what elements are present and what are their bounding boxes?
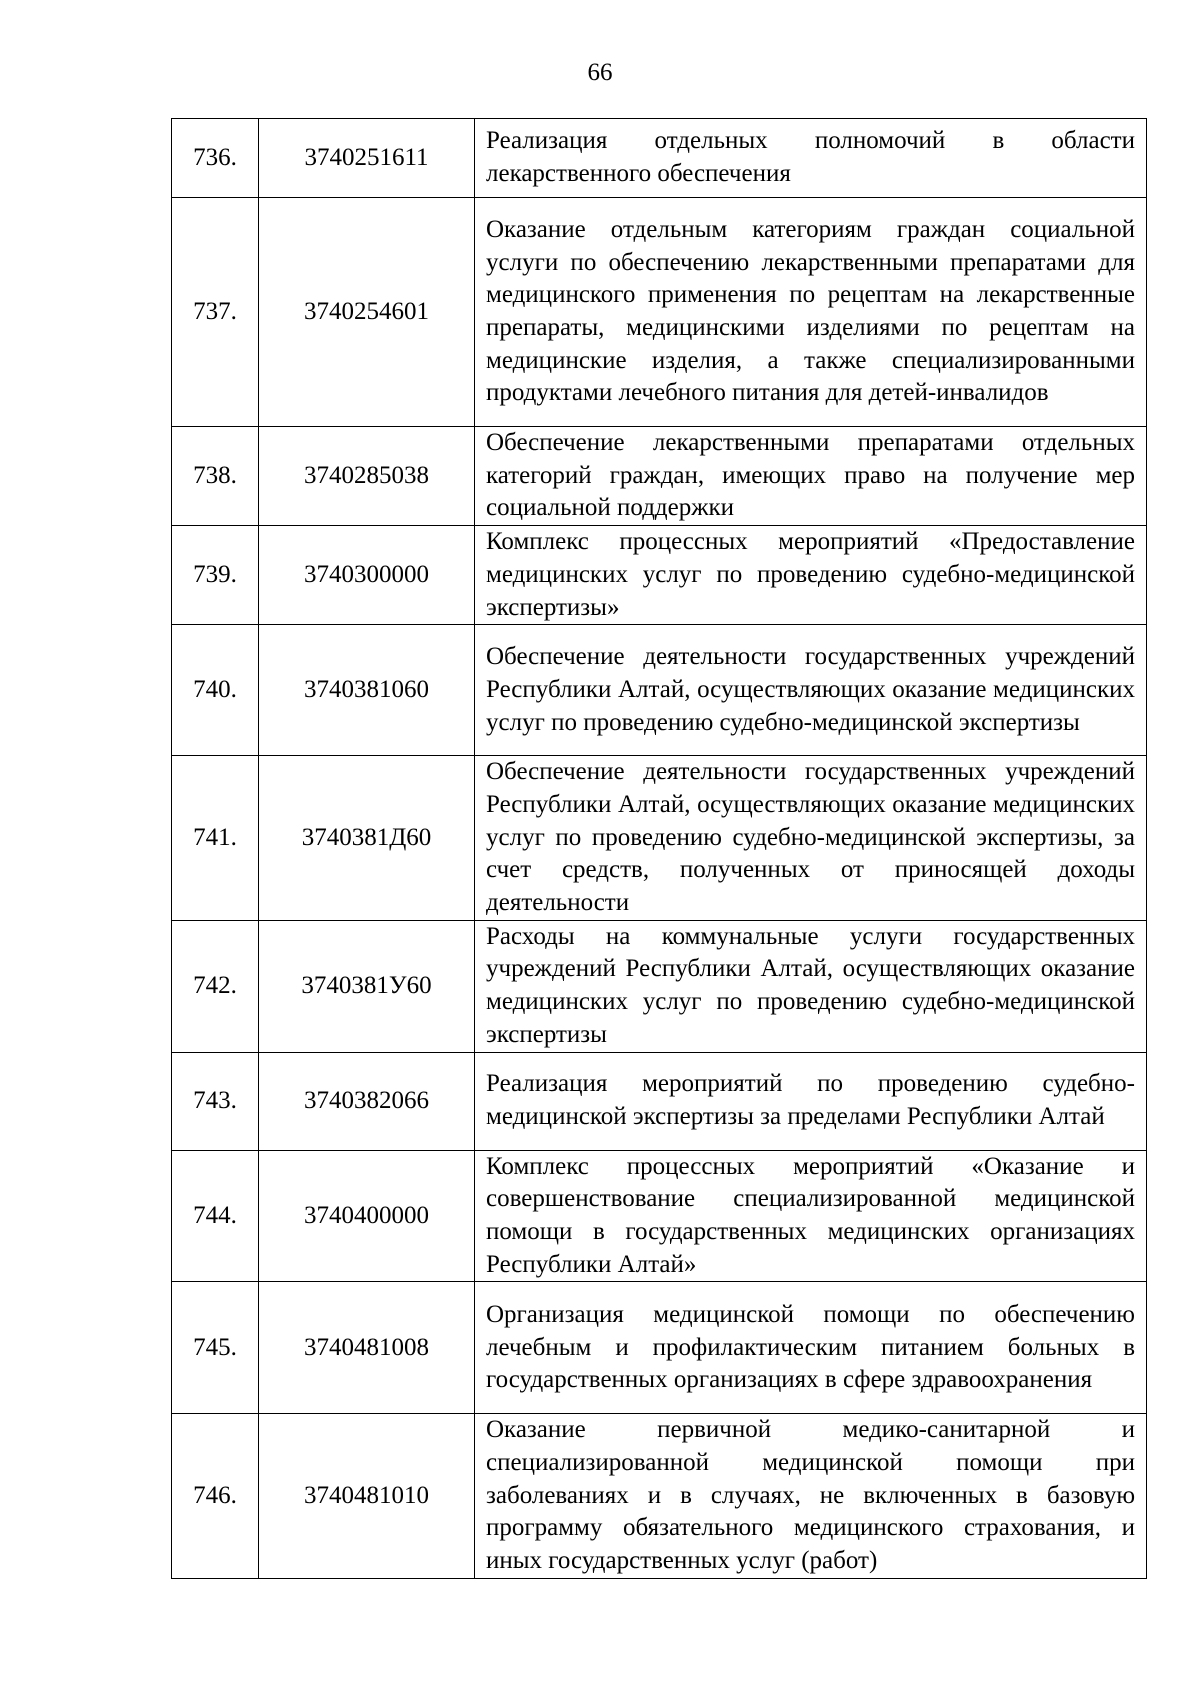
row-number: 739. (172, 526, 259, 625)
budget-codes-table (171, 118, 1147, 1579)
table-row (172, 920, 1147, 1052)
row-number: 737. (172, 198, 259, 427)
row-number: 736. (172, 119, 259, 198)
row-number: 744. (172, 1150, 259, 1282)
row-description (475, 1414, 1147, 1579)
row-code: 3740285038 (259, 427, 475, 526)
table-row (172, 427, 1147, 526)
row-number: 740. (172, 625, 259, 756)
row-code: 3740382066 (259, 1052, 475, 1150)
row-description (475, 526, 1147, 625)
row-description-text: Комплекс процессных мероприятий «Предоставление медицинских услуг по проведению судебно-медицинской экспертизы» (486, 528, 1135, 621)
row-code: 3740254601 (259, 198, 475, 427)
table-row (172, 625, 1147, 756)
row-description-text: Оказание отдельным категориям граждан социальной услуги по обеспечению лекарственными препаратами для медицинского применения по рецептам на лекарственные препараты, медицинскими изделиями по рецептам на медицинские изделия, а также специализированными продуктами лечебного питания для детей-инвалидов (486, 215, 1135, 407)
row-code: 3740481008 (259, 1282, 475, 1414)
row-description (475, 1282, 1147, 1414)
table-row (172, 1052, 1147, 1150)
row-description (475, 920, 1147, 1052)
table-row (172, 756, 1147, 921)
row-description (475, 1150, 1147, 1282)
row-code: 3740381060 (259, 625, 475, 756)
row-number: 742. (172, 920, 259, 1052)
page-number: 66 (587, 59, 613, 86)
row-description (475, 756, 1147, 921)
row-number: 743. (172, 1052, 259, 1150)
row-code: 3740400000 (259, 1150, 475, 1282)
table-row (172, 1414, 1147, 1579)
row-description (475, 1052, 1147, 1150)
row-number: 738. (172, 427, 259, 526)
row-description (475, 427, 1147, 526)
row-description-text: Реализация мероприятий по проведению судебно-медицинской экспертизы за пределами Республики Алтай (486, 1070, 1135, 1131)
row-description-text: Реализация отдельных полномочий в области лекарственного обеспечения (486, 127, 1135, 187)
table-row (172, 198, 1147, 427)
row-description (475, 625, 1147, 756)
row-code: 3740300000 (259, 526, 475, 625)
row-description-text: Обеспечение деятельности государственных учреждений Республики Алтай, осуществляющих оказание медицинских услуг по проведению судебно-медицинской экспертизы, за счет средств, полученных от приносящей доходы деятельности (486, 758, 1135, 917)
table-row (172, 1150, 1147, 1282)
row-number: 741. (172, 756, 259, 921)
row-description-text: Комплекс процессных мероприятий «Оказание и совершенствование специализированной медицинской помощи в государственных медицинских организациях Республики Алтай» (486, 1152, 1135, 1278)
row-code: 3740381Д60 (259, 756, 475, 921)
row-description-text: Оказание первичной медико-санитарной и специализированной медицинской помощи при заболеваниях и в случаях, не включенных в базовую программу обязательного медицинского страхования, и иных государственных услуг (работ) (486, 1416, 1135, 1575)
table-row (172, 1282, 1147, 1414)
row-number: 745. (172, 1282, 259, 1414)
row-code: 3740381У60 (259, 920, 475, 1052)
row-description-text: Организация медицинской помощи по обеспечению лечебным и профилактическим питанием больных в государственных организациях в сфере здравоохранения (486, 1300, 1135, 1394)
row-code: 3740481010 (259, 1414, 475, 1579)
table-row (172, 119, 1147, 198)
row-description (475, 119, 1147, 198)
row-description-text: Расходы на коммунальные услуги государственных учреждений Республики Алтай, осуществляющих оказание медицинских услуг по проведению судебно-медицинской экспертизы (486, 922, 1135, 1048)
row-description-text: Обеспечение деятельности государственных учреждений Республики Алтай, осуществляющих оказание медицинских услуг по проведению судебно-медицинской экспертизы (486, 643, 1135, 736)
row-description (475, 198, 1147, 427)
row-number: 746. (172, 1414, 259, 1579)
table-row (172, 526, 1147, 625)
row-description-text: Обеспечение лекарственными препаратами отдельных категорий граждан, имеющих право на получение мер социальной поддержки (486, 429, 1135, 522)
row-code: 3740251611 (259, 119, 475, 198)
